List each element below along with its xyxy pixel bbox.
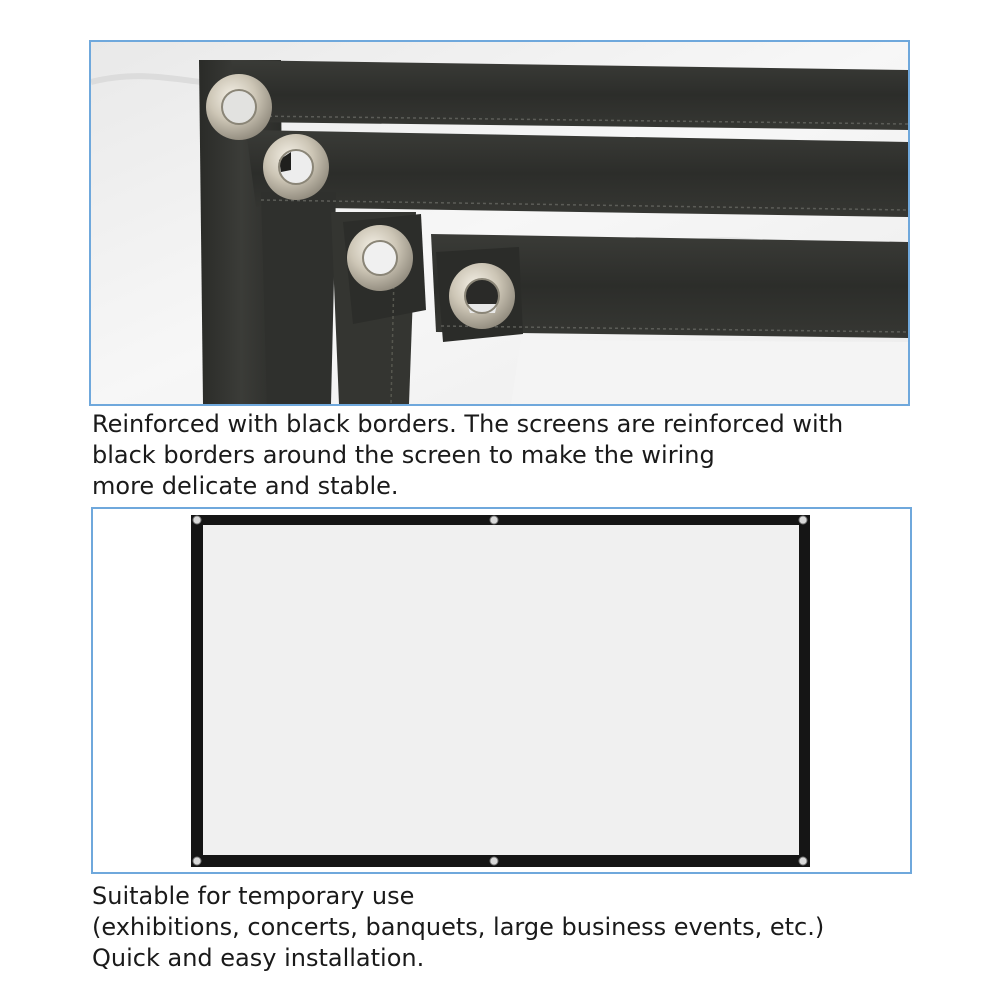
caption-line: Quick and easy installation. bbox=[92, 944, 425, 972]
border-closeup-illustration bbox=[91, 42, 908, 404]
fabric-strip bbox=[261, 192, 336, 404]
screen-photo bbox=[91, 507, 912, 874]
fabric-band bbox=[246, 130, 908, 217]
caption-line: (exhibitions, concerts, banquets, large business events, etc.) bbox=[92, 913, 825, 941]
border-closeup-photo bbox=[89, 40, 910, 406]
grommet-icon bbox=[263, 134, 329, 200]
border-description bbox=[92, 409, 843, 502]
grommet-icon bbox=[799, 857, 807, 865]
grommet-icon bbox=[193, 857, 201, 865]
screen-surface bbox=[203, 525, 799, 855]
caption-line: Suitable for temporary use bbox=[92, 882, 415, 910]
caption-line: Reinforced with black borders. The screens are reinforced with bbox=[92, 410, 844, 438]
grommet-icon bbox=[347, 225, 413, 291]
caption-line: more delicate and stable. bbox=[92, 472, 399, 500]
grommet-icon bbox=[490, 516, 498, 524]
grommet-icon bbox=[490, 857, 498, 865]
caption-line: black borders around the screen to make the wiring bbox=[92, 441, 715, 469]
projection-screen-illustration bbox=[93, 509, 910, 872]
grommet-icon bbox=[206, 74, 272, 140]
usage-description bbox=[92, 881, 824, 974]
grommet-icon bbox=[193, 516, 201, 524]
grommet-icon bbox=[449, 263, 515, 329]
grommet-icon bbox=[799, 516, 807, 524]
